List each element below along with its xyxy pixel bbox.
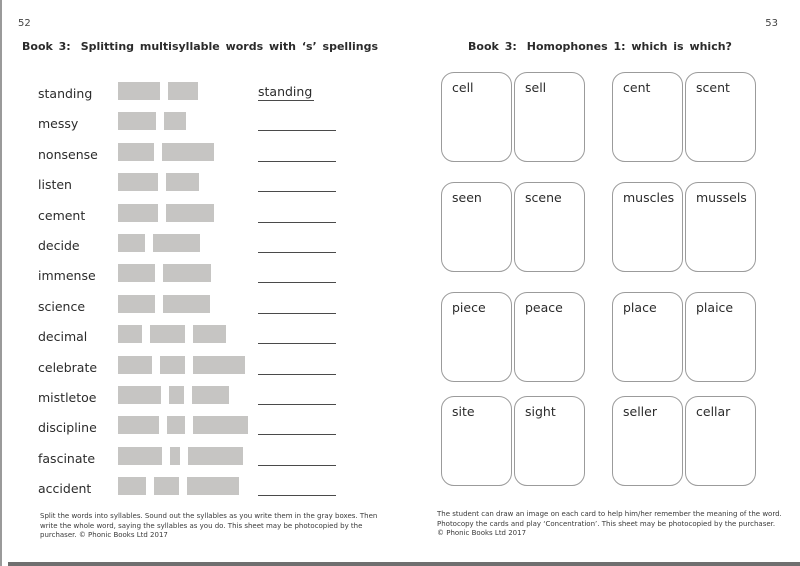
syllable-boxes — [118, 356, 245, 374]
write-line — [258, 130, 336, 131]
word-label: decimal — [38, 329, 88, 345]
syllable-box — [118, 82, 160, 100]
syllable-box — [118, 386, 161, 404]
syllable-box — [163, 295, 210, 313]
word-label: cement — [38, 207, 86, 223]
syllable-box — [118, 447, 162, 465]
write-line — [258, 404, 336, 405]
syllable-box — [118, 204, 158, 222]
card-word: place — [623, 300, 657, 315]
word-row — [0, 171, 400, 201]
syllable-box — [169, 386, 184, 404]
sample-word: standing — [258, 84, 313, 99]
syllable-box — [166, 173, 199, 191]
word-row — [0, 414, 400, 444]
syllable-boxes — [118, 477, 239, 495]
footer-right — [437, 510, 782, 539]
syllable-box — [167, 416, 185, 434]
syllable-box — [168, 82, 198, 100]
syllable-box — [163, 264, 211, 282]
write-line — [258, 282, 336, 283]
footer-line: Photocopy the cards and play ‘Concentration’. This sheet may be photocopied by the purchaser. — [437, 519, 776, 528]
word-label: celebrate — [38, 359, 98, 375]
footer-line: write the whole word, saying the syllables as you do. This sheet may be photocopied by the — [40, 521, 363, 530]
card-word: sell — [525, 80, 547, 95]
footer-line: © Phonic Books Ltd 2017 — [437, 529, 527, 538]
card-word: scene — [525, 190, 562, 205]
card-pair — [441, 182, 585, 272]
write-line — [258, 374, 336, 375]
title-text-left: Splitting multisyllable words with ‘s’ spellings — [80, 40, 378, 53]
homophone-card — [685, 396, 756, 486]
footer-left — [40, 512, 377, 541]
write-line — [258, 191, 336, 192]
write-line — [258, 252, 336, 253]
card-word: muscles — [623, 190, 675, 205]
card-row — [441, 72, 756, 162]
homophone-card — [441, 396, 512, 486]
syllable-box — [118, 325, 142, 343]
syllable-boxes — [118, 234, 200, 252]
homophone-card — [441, 292, 512, 382]
card-pair — [612, 72, 756, 162]
homophone-card — [441, 72, 512, 162]
syllable-box — [187, 477, 239, 495]
syllable-box — [193, 416, 248, 434]
syllable-boxes — [118, 386, 229, 404]
card-word: sight — [525, 404, 556, 419]
syllable-box — [118, 416, 159, 434]
word-row — [0, 445, 400, 475]
word-label: accident — [38, 481, 92, 497]
homophone-card — [612, 72, 683, 162]
homophone-card — [612, 182, 683, 272]
word-label: decide — [38, 237, 80, 253]
syllable-box — [118, 112, 156, 130]
syllable-boxes — [118, 447, 243, 465]
word-row — [0, 80, 400, 110]
footer-line: Split the words into syllables. Sound out the syllables as you write them in the gray boxes. Then — [40, 512, 378, 520]
footer-line: purchaser. © Phonic Books Ltd 2017 — [40, 531, 168, 540]
syllable-box — [118, 173, 158, 191]
syllable-boxes — [118, 295, 210, 313]
card-row — [441, 182, 756, 272]
word-label: fascinate — [38, 450, 96, 466]
word-row — [0, 293, 400, 323]
card-word: plaice — [696, 300, 734, 315]
word-label: science — [38, 298, 86, 314]
homophone-cards-grid — [441, 72, 756, 506]
syllable-box — [193, 356, 245, 374]
homophone-card — [514, 182, 585, 272]
syllable-box — [153, 234, 200, 252]
homophone-card — [685, 292, 756, 382]
word-row — [0, 323, 400, 353]
card-word: seller — [623, 404, 657, 419]
syllable-box — [166, 204, 214, 222]
syllable-boxes — [118, 173, 199, 191]
homophone-card — [612, 292, 683, 382]
word-row — [0, 384, 400, 414]
word-label: immense — [38, 268, 96, 284]
card-pair — [441, 396, 585, 486]
card-pair — [612, 396, 756, 486]
card-word: cent — [623, 80, 651, 95]
write-line — [258, 222, 336, 223]
footer-line: The student can draw an image on each card to help him/her remember the meaning of the word. — [437, 510, 782, 518]
word-row — [0, 141, 400, 171]
syllable-boxes — [118, 416, 248, 434]
syllable-boxes — [118, 325, 226, 343]
homophone-card — [441, 182, 512, 272]
homophone-card — [514, 396, 585, 486]
page-number-right: 53 — [765, 18, 778, 29]
syllable-box — [170, 447, 180, 465]
syllable-box — [192, 386, 229, 404]
page-title-left — [0, 40, 400, 53]
card-word: cellar — [696, 404, 731, 419]
title-prefix-right: Book 3: — [468, 40, 517, 53]
card-word: piece — [452, 300, 486, 315]
card-word: site — [452, 404, 475, 419]
scan-edge-left — [0, 0, 2, 566]
card-pair — [612, 292, 756, 382]
word-label: messy — [38, 116, 79, 132]
card-pair — [441, 292, 585, 382]
page-53 — [400, 0, 800, 566]
word-label: discipline — [38, 420, 97, 436]
word-label: nonsense — [38, 146, 98, 162]
title-prefix-left: Book 3: — [22, 40, 71, 53]
syllable-box — [118, 234, 145, 252]
homophone-card — [514, 292, 585, 382]
write-line — [258, 343, 336, 344]
syllable-box — [118, 356, 152, 374]
syllable-box — [162, 143, 214, 161]
scan-edge-bottom — [8, 562, 800, 566]
syllable-boxes — [118, 143, 214, 161]
word-row — [0, 232, 400, 262]
write-line — [258, 161, 336, 162]
word-label: mistletoe — [38, 389, 97, 405]
syllable-boxes — [118, 82, 198, 100]
syllable-box — [160, 356, 185, 374]
word-row — [0, 110, 400, 140]
syllable-box — [154, 477, 179, 495]
write-line — [258, 434, 336, 435]
syllable-boxes — [118, 204, 214, 222]
syllable-boxes — [118, 112, 186, 130]
page-title-right — [400, 40, 800, 53]
syllable-box — [118, 477, 146, 495]
card-word: mussels — [696, 190, 747, 205]
card-word: cell — [452, 80, 474, 95]
word-label: listen — [38, 177, 72, 193]
word-row — [0, 202, 400, 232]
write-line — [258, 465, 336, 466]
syllable-box — [118, 295, 155, 313]
card-row — [441, 292, 756, 382]
word-row — [0, 354, 400, 384]
syllable-box — [164, 112, 186, 130]
homophone-card — [685, 182, 756, 272]
syllable-box — [118, 143, 154, 161]
card-word: seen — [452, 190, 482, 205]
card-pair — [441, 72, 585, 162]
syllable-box — [118, 264, 155, 282]
write-line — [258, 495, 336, 496]
homophone-card — [514, 72, 585, 162]
card-word: scent — [696, 80, 730, 95]
syllable-box — [193, 325, 226, 343]
title-text-right: Homophones 1: which is which? — [526, 40, 732, 53]
homophone-card — [685, 72, 756, 162]
homophone-card — [612, 396, 683, 486]
card-pair — [612, 182, 756, 272]
word-row — [0, 475, 400, 505]
syllable-word-list — [0, 80, 400, 505]
write-line — [258, 313, 336, 314]
syllable-boxes — [118, 264, 211, 282]
card-word: peace — [525, 300, 563, 315]
word-row — [0, 262, 400, 292]
card-row — [441, 396, 756, 486]
syllable-box — [150, 325, 185, 343]
word-label: standing — [38, 86, 93, 101]
page-number-left: 52 — [18, 18, 31, 29]
syllable-box — [188, 447, 243, 465]
